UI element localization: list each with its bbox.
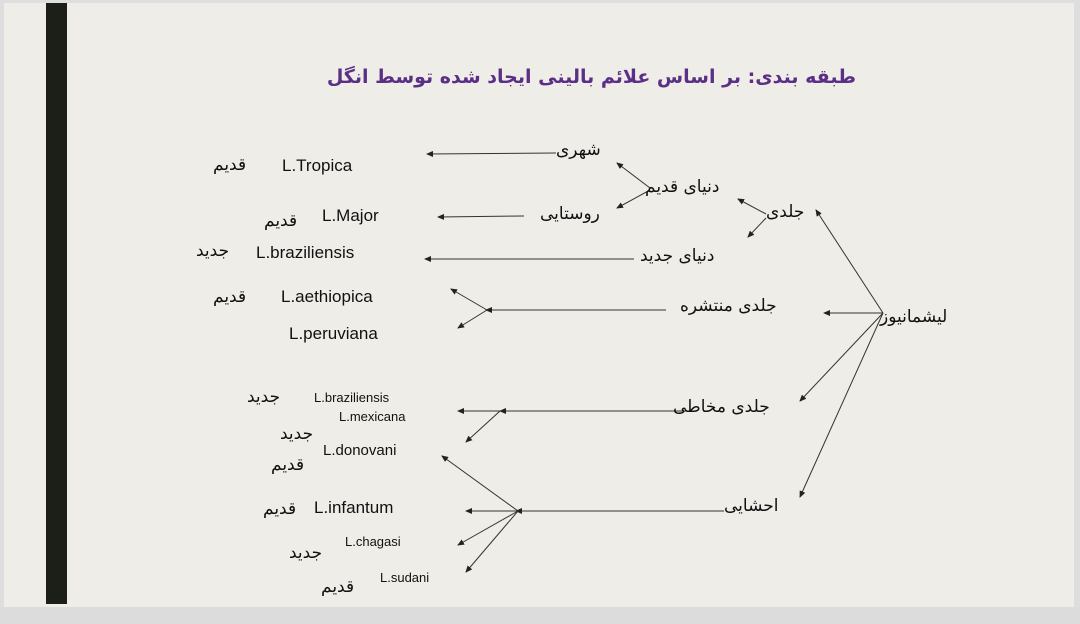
arrow-muco-mexicana — [466, 411, 500, 442]
arrow-rural-major — [438, 216, 524, 217]
species-mexicana: L.mexicana — [339, 409, 406, 424]
node-mucocutaneous: جلدی مخاطی — [673, 397, 770, 417]
arrow-cutaneous-newworld — [748, 218, 766, 237]
species-chagasi: L.chagasi — [345, 534, 401, 549]
arrow-root-mucocutaneous — [800, 313, 883, 401]
tag-infantum: قدیم — [263, 499, 297, 519]
arrow-cutaneous-oldworld — [738, 199, 766, 214]
arrow-diffuse-peruviana — [458, 310, 487, 328]
node-old-world: دنیای قدیم — [645, 177, 720, 197]
node-rural: روستایی — [540, 204, 600, 224]
species-peruviana: L.peruviana — [289, 324, 378, 343]
node-leishmaniasis: لیشمانیوز — [880, 307, 948, 327]
tag-donovani: قدیم — [271, 455, 305, 475]
node-diffuse-cutaneous: جلدی منتشره — [680, 296, 777, 316]
tag-mexicana: جدید — [280, 424, 314, 444]
arrow-root-cutaneous — [816, 210, 883, 313]
tag-chagasi: جدید — [289, 543, 323, 563]
tag-tropica: قدیم — [213, 155, 247, 175]
arrow-visceral-chagasi — [458, 511, 518, 545]
node-urban: شهری — [556, 140, 601, 160]
species-aethiopica: L.aethiopica — [281, 287, 373, 306]
arrow-visceral-sudani — [466, 511, 518, 572]
species-major: L.Major — [322, 206, 379, 225]
species-sudani: L.sudani — [380, 570, 430, 585]
tag-major: قدیم — [264, 211, 298, 231]
species-donovani: L.donovani — [323, 442, 397, 459]
tag-braziliensis: جدید — [196, 241, 230, 261]
arrow-root-visceral — [800, 313, 883, 497]
tag-aethiopica: قدیم — [213, 287, 247, 307]
species-tropica: L.Tropica — [282, 156, 353, 175]
arrow-urban-tropica — [427, 153, 556, 154]
arrow-visceral-donovani — [442, 456, 518, 511]
species-infantum: L.infantum — [314, 498, 394, 517]
tag-braziliensis-muco: جدید — [247, 387, 281, 407]
arrow-diffuse-aethiopica — [451, 289, 487, 310]
slide-title: طبقه بندی: بر اساس علائم بالینی ایجاد شده توسط انگل — [326, 66, 856, 88]
node-cutaneous: جلدی — [766, 202, 805, 222]
tag-sudani: قدیم — [321, 577, 355, 597]
species-braziliensis: L.braziliensis — [256, 243, 355, 262]
species-braziliensis-muco: L.braziliensis — [314, 390, 390, 405]
node-visceral: احشایی — [724, 496, 779, 516]
node-new-world: دنیای جدید — [640, 246, 715, 266]
